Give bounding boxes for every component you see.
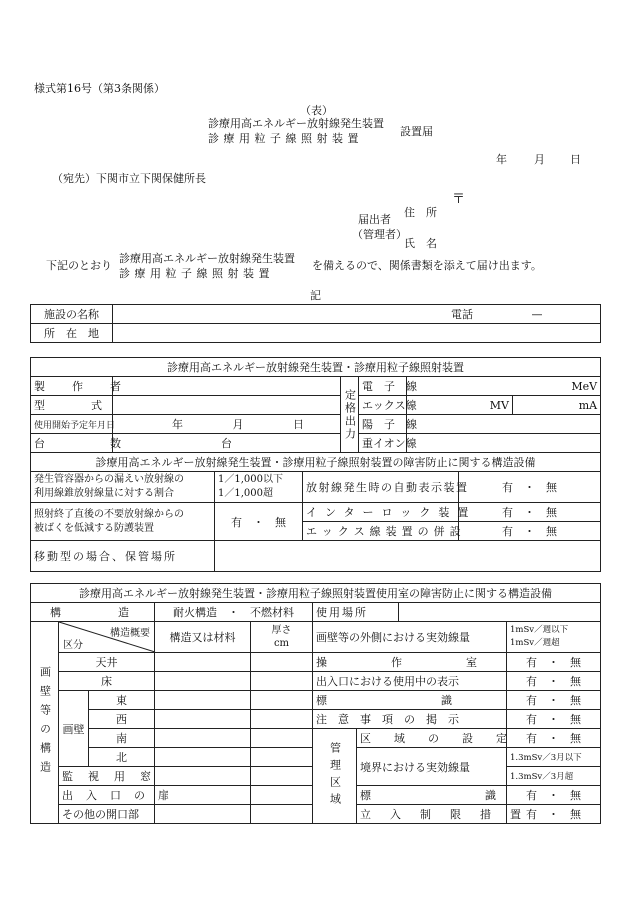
device-title-1: 診療用高エネルギー放射線発生装置	[208, 117, 384, 130]
interlock-label: インターロック装置	[303, 503, 459, 522]
leak-ratio[interactable]	[215, 472, 303, 503]
south-material[interactable]	[155, 729, 251, 748]
north-thickness[interactable]	[251, 748, 313, 767]
ki-label: 記	[310, 289, 321, 302]
ceiling-label: 天井	[59, 653, 155, 672]
east-thickness[interactable]	[251, 691, 313, 710]
sign-choice[interactable]: 有 ・ 無	[507, 691, 601, 710]
sign2-label: 標 識	[357, 786, 507, 805]
auto-display-label: 放射線発生時の自動表示装置	[303, 472, 459, 503]
north-label: 北	[89, 748, 155, 767]
ratio-2: 1／1,000超	[218, 488, 273, 499]
wall-label: 画壁	[59, 691, 89, 767]
east-label: 東	[89, 691, 155, 710]
cm-label: cm	[273, 638, 290, 649]
dose-2: 1mSv／週超	[510, 638, 560, 648]
south-label: 南	[89, 729, 155, 748]
phone-label: 電話	[451, 308, 473, 321]
xray-ma[interactable]: mA	[513, 396, 601, 415]
location-label: 所 在 地	[31, 324, 113, 343]
device-section-title: 診療用高エネルギー放射線発生装置・診療用粒子線照射装置	[31, 358, 601, 377]
facility-name-value[interactable]	[113, 305, 601, 324]
mobile-value[interactable]	[215, 541, 601, 572]
structure-choice[interactable]: 耐火構造 ・ 不燃材料	[155, 603, 313, 622]
phone-dash: —	[531, 308, 543, 321]
shield-label-line2: 被ばくを低減する防護装置	[34, 522, 154, 534]
facility-name-label: 施設の名称	[31, 305, 113, 324]
monitor-window-thickness[interactable]	[251, 767, 313, 786]
ceiling-thickness[interactable]	[251, 653, 313, 672]
operation-room-choice[interactable]: 有 ・ 無	[507, 653, 601, 672]
leak-label-line2: 利用線錐放射線量に対する割合	[34, 488, 174, 499]
proton-label: 陽 子 線	[359, 415, 407, 434]
area-setting-label: 区 域 の 設 定	[357, 729, 507, 748]
entrance-door-thickness[interactable]	[251, 786, 313, 805]
postal-mark: 〒	[452, 192, 466, 207]
management-area-label: 管理区域	[313, 729, 357, 824]
other-openings-material[interactable]	[155, 805, 251, 824]
caution-notice-label: 注意事項の掲示	[313, 710, 507, 729]
device-table	[30, 357, 601, 572]
start-month: 月	[232, 418, 244, 431]
material-header: 構造又は材料	[155, 622, 251, 653]
xray-combined-choice[interactable]: 有 ・ 無	[459, 522, 601, 541]
north-material[interactable]	[155, 748, 251, 767]
entry-restriction-choice[interactable]: 有 ・ 無	[507, 805, 601, 824]
in-use-display-label: 出入口における使用中の表示	[313, 672, 507, 691]
leak-label	[31, 472, 215, 503]
location-value[interactable]	[113, 324, 601, 343]
model-label: 型 式	[31, 396, 113, 415]
effective-dose-choice[interactable]	[507, 622, 601, 653]
mobile-label: 移動型の場合、保管場所	[31, 541, 215, 572]
date-year: 年	[496, 153, 507, 166]
sign2-choice[interactable]: 有 ・ 無	[507, 786, 601, 805]
division-label: 区分	[63, 640, 83, 651]
dose-1: 1mSv／週以下	[510, 625, 569, 635]
in-use-display-choice[interactable]: 有 ・ 無	[507, 672, 601, 691]
floor-thickness[interactable]	[251, 672, 313, 691]
addressee: （宛先）下関市立下関保健所長	[52, 172, 206, 185]
use-place-label: 使用場所	[313, 603, 399, 622]
xray-combined-label: エックス線装置の併設	[303, 522, 459, 541]
area-setting-choice[interactable]: 有 ・ 無	[507, 729, 601, 748]
count-value[interactable]: 台	[113, 434, 341, 453]
floor-material[interactable]	[155, 672, 251, 691]
address-label: 住 所	[404, 206, 437, 219]
monitor-window-material[interactable]	[155, 767, 251, 786]
shield-choice[interactable]: 有 ・ 無	[215, 503, 303, 541]
room-struct-title: 診療用高エネルギー放射線発生装置・診療用粒子線照射装置使用室の障害防止に関する構造設備	[31, 584, 601, 603]
xray-mv[interactable]: MV	[407, 396, 513, 415]
facility-table	[30, 304, 601, 343]
auto-display-choice[interactable]: 有 ・ 無	[459, 472, 601, 503]
interlock-choice[interactable]: 有 ・ 無	[459, 503, 601, 522]
boundary-dose-choice-1[interactable]: 1.3mSv／3月以下	[507, 748, 601, 767]
east-material[interactable]	[155, 691, 251, 710]
notice-title: 設置届	[400, 125, 433, 138]
rated-output-label: 定格出力	[341, 377, 359, 453]
floor-label: 床	[59, 672, 155, 691]
wall-structure-side-label: 画壁等の構造	[31, 622, 59, 824]
other-openings-label: その他の開口部	[59, 805, 155, 824]
entry-restriction-label: 立 入 制 限 措 置	[357, 805, 507, 824]
body-device-2: 診療用粒子線照射装置	[119, 267, 274, 280]
electron-mev[interactable]: MeV	[407, 377, 601, 396]
use-place-value[interactable]	[399, 603, 601, 622]
body-prefix: 下記のとおり	[46, 259, 112, 272]
caution-notice-choice[interactable]: 有 ・ 無	[507, 710, 601, 729]
notifier-label: 届出者	[358, 213, 391, 226]
device-struct-title: 診療用高エネルギー放射線発生装置・診療用粒子線照射装置の障害防止に関する構造設備	[31, 453, 601, 472]
boundary-dose-label: 境界における実効線量	[357, 748, 507, 786]
room-table	[30, 583, 601, 824]
structure-label: 構 造	[31, 603, 155, 622]
overview-division-header	[59, 622, 155, 653]
south-thickness[interactable]	[251, 729, 313, 748]
electron-label: 電 子 線	[359, 377, 407, 396]
thickness-header	[251, 622, 313, 653]
other-openings-thickness[interactable]	[251, 805, 313, 824]
name-label: 氏 名	[404, 237, 437, 250]
effective-dose-label: 画壁等の外側における実効線量	[313, 622, 507, 653]
heavy-ion-value[interactable]	[407, 434, 601, 453]
date-month: 月	[534, 153, 545, 166]
west-thickness[interactable]	[251, 710, 313, 729]
date-day: 日	[570, 153, 581, 166]
west-label: 西	[89, 710, 155, 729]
boundary-dose-choice-2[interactable]: 1.3mSv／3月超	[507, 767, 601, 786]
start-year: 年	[172, 418, 183, 431]
west-material[interactable]	[155, 710, 251, 729]
shield-label-line1: 照射終了直後の不要放射線からの	[34, 508, 184, 520]
sign-label: 標 識	[313, 691, 507, 710]
overview-label: 構造概要	[110, 628, 150, 639]
operation-room-label: 操 作 室	[313, 653, 507, 672]
manager-label: （管理者）	[352, 228, 407, 241]
xray-label: エックス線	[359, 396, 407, 415]
shield-label	[31, 503, 215, 541]
entrance-door-label: 出 入 口 の 扉	[59, 786, 155, 805]
monitor-window-label: 監 視 用 窓	[59, 767, 155, 786]
ratio-1: 1／1,000以下	[218, 474, 283, 485]
leak-label-line1: 発生管容器からの漏えい放射線の	[34, 474, 184, 485]
count-label: 台 数	[31, 434, 113, 453]
maker-label: 製 作 者	[31, 377, 113, 396]
start-date-label: 使用開始予定年月日	[31, 415, 113, 434]
device-title-2: 診療用粒子線照射装置	[208, 132, 363, 145]
model-value[interactable]	[113, 396, 341, 415]
ceiling-material[interactable]	[155, 653, 251, 672]
body-device-1: 診療用高エネルギー放射線発生装置	[119, 252, 295, 265]
body-suffix: を備えるので、関係書類を添えて届け出ます。	[312, 259, 542, 272]
maker-value[interactable]	[113, 377, 341, 396]
start-date-value[interactable]	[113, 415, 341, 434]
proton-value[interactable]	[407, 415, 601, 434]
thickness-label: 厚さ	[271, 625, 292, 636]
heavy-ion-label: 重イオン線	[359, 434, 407, 453]
form-number: 様式第16号（第3条関係）	[34, 82, 165, 95]
front-label: （表）	[300, 104, 333, 117]
start-day: 日	[293, 418, 304, 431]
